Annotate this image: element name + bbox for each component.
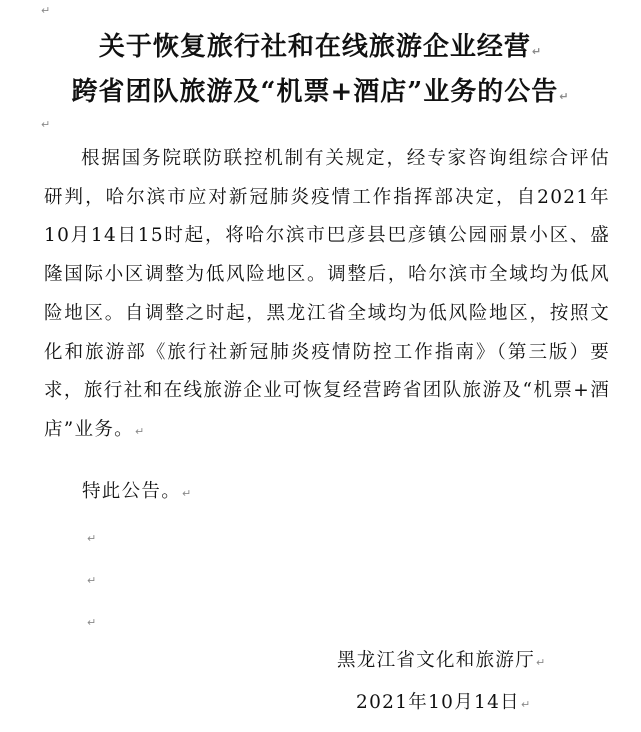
empty-paragraph [86,530,96,546]
paragraph-mark-icon: ↵ [87,574,97,587]
paragraph-mark-icon: ↵ [87,616,97,629]
closing-line: 特此公告。↵ [82,481,193,502]
paragraph-mark-icon: ↵ [182,487,193,500]
paragraph-mark-icon: ↵ [520,698,532,711]
issue-date: 2021年10月14日↵ [356,692,532,713]
empty-paragraph [40,116,50,132]
title-line-2: 跨省团队旅游及“机票+酒店”业务的公告↵ [71,77,570,107]
paragraph-mark-icon: ↵ [536,656,547,669]
paragraph-mark-icon: ↵ [41,4,51,17]
empty-paragraph [86,614,96,630]
paragraph-mark-icon: ↵ [531,45,543,58]
empty-paragraph [86,572,96,588]
paragraph-mark-icon: ↵ [559,90,570,103]
announcement-body: 根据国务院联防联控机制有关规定，经专家咨询组综合评估研判，哈尔滨市应对新冠肺炎疫情工作指挥部决定，自2021年10月14日15时起，将哈尔滨市巴彦县巴彦镇公园丽景小区、盛隆国际小区调整为低风险地区。调整后，哈尔滨市全域均为低风险地区。自调整之时起，黑龙江省全域均为低风险地区，按照文化和旅游部《旅行社新冠肺炎疫情防控工作指南》（第三版）要求，旅行社和在线旅游企业可恢复经营跨省团队旅游及“机票+酒店”业务。↵ [44,148,610,440]
paragraph-mark-icon: ↵ [87,532,97,545]
title-line-1: 关于恢复旅行社和在线旅游企业经营↵ [98,32,543,62]
paragraph-mark-icon: ↵ [41,118,51,131]
issuer-name: 黑龙江省文化和旅游厅↵ [337,650,547,671]
empty-paragraph [40,2,50,18]
paragraph-mark-icon: ↵ [134,424,146,438]
